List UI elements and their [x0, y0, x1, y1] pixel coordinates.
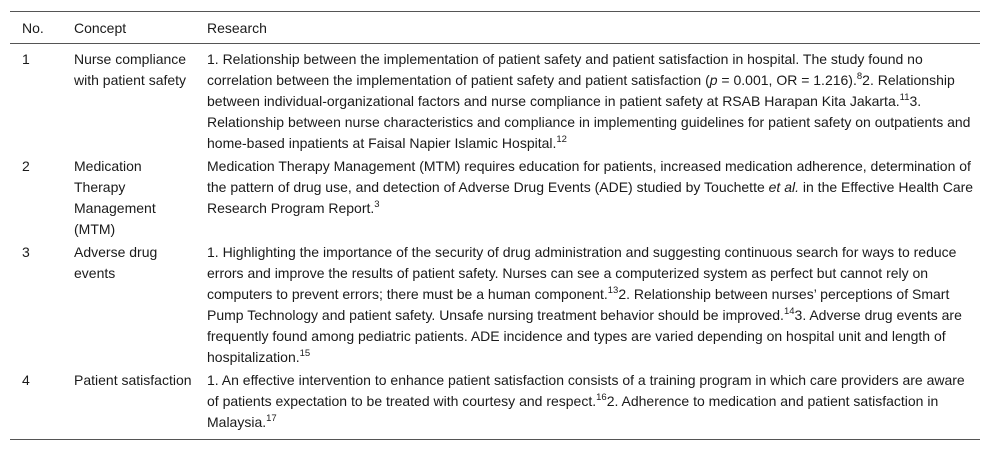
header-no: No. [10, 12, 62, 44]
table-row [10, 370, 980, 440]
concept-cell: Patient satisfaction [62, 370, 195, 440]
citation: 3 [374, 199, 380, 210]
row-number: 4 [10, 370, 62, 440]
research-text: 2. Adherence to medication and patient satisfaction in Malaysia. [207, 393, 939, 430]
citation: 16 [596, 392, 607, 403]
header-concept: Concept [62, 12, 195, 44]
row-number: 3 [22, 244, 30, 260]
research-cell [195, 242, 980, 370]
concept-cell: Nurse compliance with patient safety [74, 51, 187, 88]
concept-cell: Adverse drug events [74, 244, 158, 281]
research-table [10, 11, 980, 440]
research-text: = 0.001, OR = 1.216). [717, 72, 857, 88]
citation: 12 [556, 134, 567, 145]
research-table-container [10, 11, 980, 440]
research-text: 1. An effective intervention to enhance patient satisfaction consists of a training program in which care providers are aware of patients expectation to be treated with courtesy and respect. [207, 372, 965, 409]
citation: 14 [783, 306, 795, 317]
research-cell [195, 156, 980, 242]
research-text: in the Effective Health Care Research Program Report. [207, 179, 974, 216]
et-al: et al. [768, 179, 799, 195]
citation: 15 [299, 348, 311, 359]
header-research: Research [195, 12, 980, 44]
table-row [10, 44, 980, 157]
research-cell [195, 370, 980, 440]
row-number: 1 [22, 51, 30, 67]
research-text: 2. Relationship between individual-organizational factors and nurse compliance in patient safety at RSAB Harapan Kita Jakarta. [207, 72, 955, 109]
citation: 8 [856, 71, 863, 82]
table-row [10, 242, 980, 370]
research-text: 1. Relationship between the implementation of patient safety and patient satisfaction in hospital. The study found no correlation between the implementation of patient safety and patient satisfaction ( [207, 51, 923, 88]
table-header-row [10, 12, 980, 44]
research-text: 1. Highlighting the importance of the security of drug administration and suggesting continuous search for ways to reduce errors and improve the results of patient safety. Nurses can see a computerized system as perfect but cannot rely on computers to prevent errors; there must be a human component. [207, 244, 957, 302]
research-text: 3. Adverse drug events are frequently found among pediatric patients. ADE incidence and types are varied depending on hospital unit and length of hospitalization. [207, 307, 962, 365]
citation: 11 [899, 92, 910, 103]
concept-cell: Medication Therapy Management (MTM) [74, 158, 156, 237]
row-number: 2 [22, 158, 30, 174]
research-text: 3. Relationship between nurse characteristics and compliance in implementing guidelines for patient safety on outpatients and home-based inpatients at Faisal Napier Islamic Hospital. [207, 93, 971, 151]
citation: 13 [607, 285, 619, 296]
research-cell [195, 44, 980, 157]
citation: 17 [266, 413, 277, 424]
research-text: Medication Therapy Management (MTM) requires education for patients, increased medication adherence, determination of the pattern of drug use, and detection of Adverse Drug Events (ADE) studied by Touchette [207, 158, 971, 195]
table-row [10, 156, 980, 242]
p-symbol: p [709, 72, 718, 88]
research-text: 2. Relationship between nurses’ perceptions of Smart Pump Technology and patient safety. Unsafe nursing treatment behavior should be improved. [207, 286, 950, 323]
